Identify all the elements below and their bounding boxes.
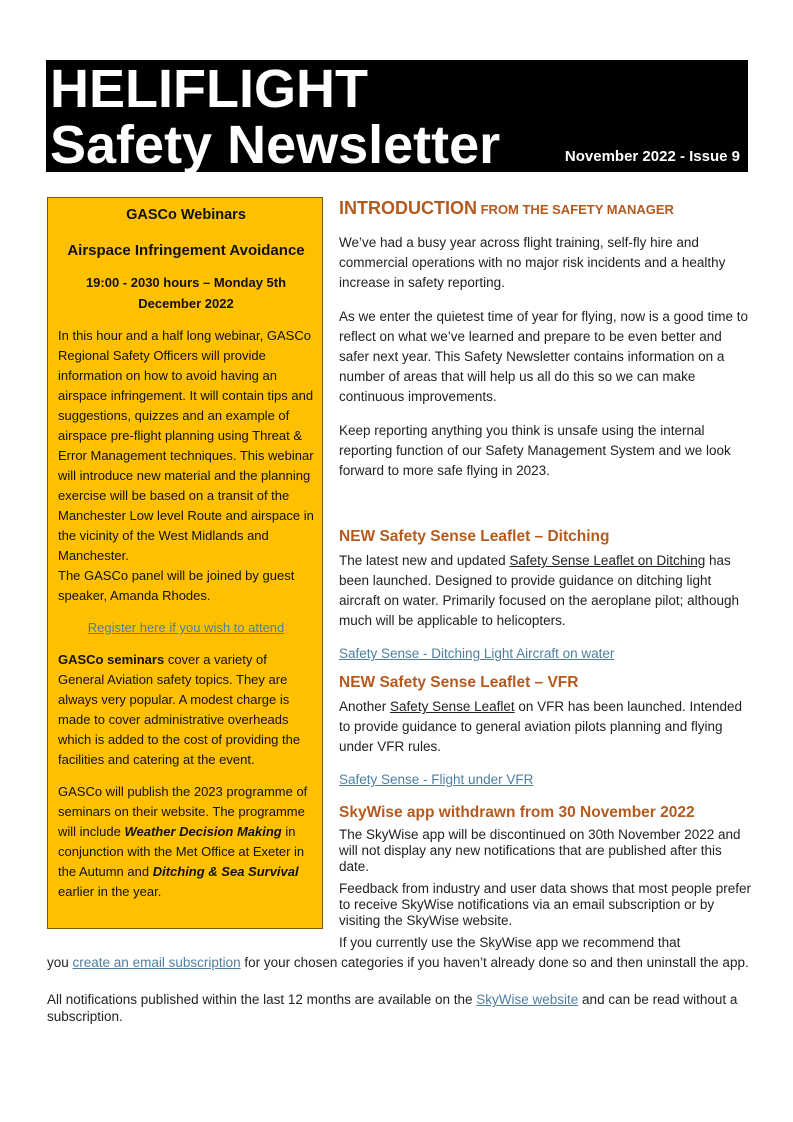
vfr-link-line: [339, 771, 751, 789]
ditching-inline-link[interactable]: Safety Sense Leaflet on Ditching: [509, 553, 706, 568]
webinar-title: GASCo Webinars: [126, 207, 246, 223]
intro-paragraph-3: Keep reporting anything you think is unsafe using the internal reporting function of our Safety Management System and we look forward to more safe flying in 2023.: [339, 423, 731, 478]
intro-heading: INTRODUCTION FROM THE SAFETY MANAGER: [339, 198, 674, 218]
ditching-heading: NEW Safety Sense Leaflet – Ditching: [339, 528, 610, 545]
main-column: [339, 196, 751, 951]
vfr-paragraph: Another Safety Sense Leaflet on VFR has been launched. Intended to provide guidance to general aviation pilots planning and flying under VFR rules.: [339, 699, 743, 754]
vfr-link[interactable]: Safety Sense - Flight under VFR: [339, 772, 534, 787]
skywise-heading: SkyWise app withdrawn from 30 November 2022: [339, 804, 695, 821]
programme-paragraph: GASCo will publish the 2023 programme of seminars on their website. The programme will include Weather Decision Making in conjunction with the Met Office at Exeter in the Autumn and Ditching & Sea Survival earlier in the year.: [58, 784, 308, 899]
intro-paragraph-1: We’ve had a busy year across flight training, self-fly hire and commercial operations with no major risk incidents and a healthy increase in safety reporting.: [339, 235, 726, 290]
ditching-paragraph: The latest new and updated Safety Sense Leaflet on Ditching has been launched. Designed to provide guidance on ditching light aircraft on water. Primarily focused on the aeroplane pilot; although much will be applicable to helicopters.: [339, 553, 739, 628]
skywise-website-link[interactable]: SkyWise website: [476, 992, 579, 1007]
gasco-webinar-box: [47, 197, 323, 929]
vfr-heading: NEW Safety Sense Leaflet – VFR: [339, 674, 579, 691]
email-subscription-link[interactable]: create an email subscription: [72, 955, 241, 970]
intro-paragraph-2: As we enter the quietest time of year for flying, now is a good time to reflect on what we’ve learned and prepare to be even better and safer next year. This Safety Newsletter contains information on a number of areas that will help us all do this so we can make continuous improvements.: [339, 309, 748, 404]
webinar-subtitle: Airspace Infringement Avoidance: [67, 242, 305, 259]
skywise-paragraph-3-start: If you currently use the SkyWise app we recommend that: [339, 935, 681, 950]
masthead-title-line1: HELIFLIGHT: [50, 59, 368, 119]
seminars-paragraph: GASCo seminars cover a variety of General Aviation safety topics. They are always very popular. A modest charge is made to cover administrative overheads which is added to the cost of providing the facilities and catering at the event.: [58, 652, 301, 767]
masthead: [46, 59, 748, 175]
register-link[interactable]: Register here if you wish to attend: [87, 620, 285, 635]
skywise-paragraph-2: Feedback from industry and user data shows that most people prefer to receive SkyWise notifications via an email subscription or by visiting the SkyWise website.: [339, 881, 751, 928]
vfr-inline-link[interactable]: Safety Sense Leaflet: [390, 699, 515, 714]
ditching-link-line: [339, 645, 751, 663]
skywise-paragraph-1: The SkyWise app will be discontinued on 30th November 2022 and will not display any new notifications that are published after this date.: [339, 827, 741, 874]
masthead-title-line2: Safety Newsletter: [50, 115, 501, 175]
webinar-description: In this hour and a half long webinar, GASCo Regional Safety Officers will provide information on how to avoid having an airspace infringement. It will contain tips and suggestions, quizzes and an example of airspace pre-flight planning using Threat & Error Management techniques. This webinar will introduce new material and the planning exercise will be based on a transit of the Manchester Low level Route and airspace in the vicinity of the West Midlands and Manchester. The GASCo panel will be joined by guest speaker, Amanda Rhodes.: [58, 328, 314, 603]
skywise-paragraph-4: All notifications published within the last 12 months are available on the SkyWise website and can be read without a subscription.: [47, 992, 738, 1024]
ditching-link[interactable]: Safety Sense - Ditching Light Aircraft on water: [339, 646, 615, 661]
issue-label: November 2022 - Issue 9: [564, 148, 740, 165]
skywise-paragraph-3: you create an email subscription for your chosen categories if you haven’t already done so and then uninstall the app.: [47, 955, 749, 970]
webinar-time: 19:00 - 2030 hours – Monday 5th December 2022: [85, 275, 287, 311]
